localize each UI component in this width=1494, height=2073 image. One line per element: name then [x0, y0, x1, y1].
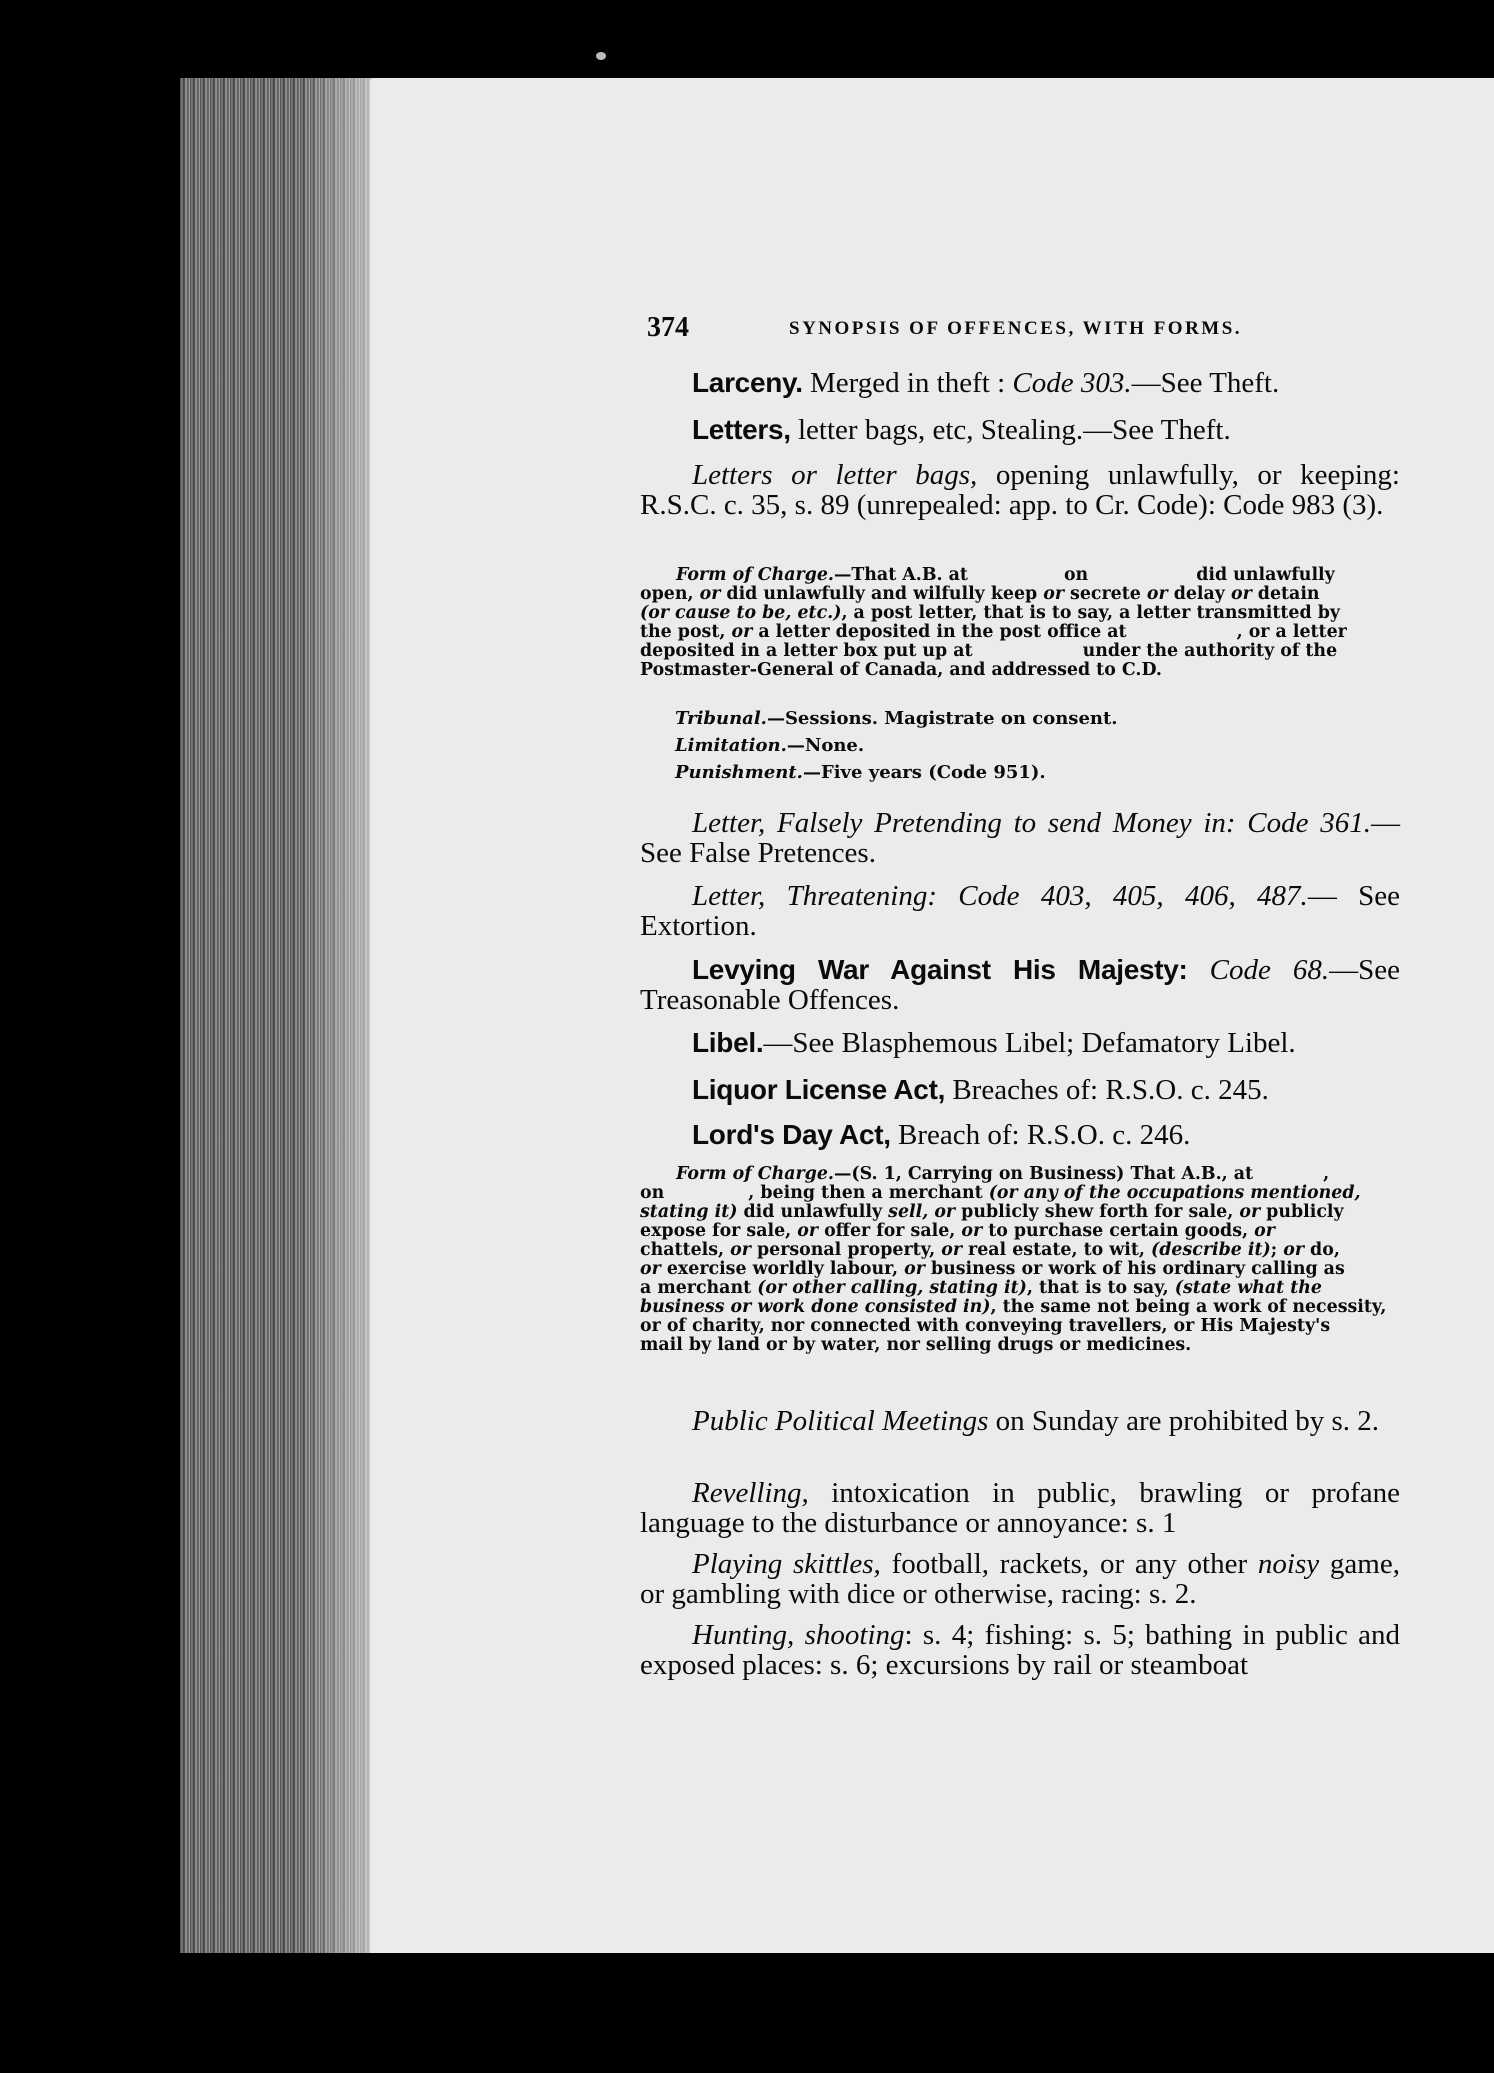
entry-letters-opening: Letters or letter bags, opening unlawfully, or keeping: R.S.C. c. 35, s. 89 (unrepealed: app. to Cr. Code): Code 983 (3). [640, 459, 1400, 521]
entry-playing: Playing skittles, football, rackets, or any other noisy game, or gambling with dice or otherwise, racing: s. 2. [640, 1548, 1400, 1610]
running-title: SYNOPSIS OF OFFENCES, WITH FORMS. [789, 318, 1243, 339]
dust-speck [596, 52, 606, 60]
running-head [647, 312, 1407, 344]
entry-hunting: Hunting, shooting: s. 4; fishing: s. 5; bathing in public and exposed places: s. 6; excursions by rail or steamboat [640, 1619, 1400, 1681]
tribunal-line: Tribunal.—Sessions. Magistrate on consent. [675, 708, 1118, 729]
limitation-line: Limitation.—None. [675, 735, 865, 756]
entry-levying-war: Levying War Against His Majesty: Code 68.—See Treasonable Offences. [640, 954, 1400, 1016]
form-of-charge-lords-day: Form of Charge.—(S. 1, Carrying on Business) That A.B., at , on , being then a merchant (or any of the occupations mentioned, stating it) did unlawfully sell, or publicly shew forth for sale, or publicly expose for sale, or offer for sale, or to purchase certain goods, or chattels, or personal property, or real estate, to wit, (describe it); or do, or exercise worldly labour, or business or work of his ordinary calling as a merchant (or other calling, stating it), that is to say, (state what the business or work done consisted in), the same not being a work of necessity, or of charity, nor connected with conveying travellers, or His Majesty's mail by land or by water, nor selling drugs or medicines. [640, 1164, 1387, 1355]
entry-revelling: Revelling, intoxication in public, brawling or profane language to the disturbance or annoyance: s. 1 [640, 1477, 1400, 1539]
entry-lords-day: Lord's Day Act, Breach of: R.S.O. c. 246. [692, 1119, 1191, 1151]
page-number: 374 [647, 312, 689, 343]
punishment-line: Punishment.—Five years (Code 951). [675, 762, 1046, 783]
entry-letters: Letters, letter bags, etc, Stealing.—See Theft. [692, 414, 1231, 446]
entry-public-meetings: Public Political Meetings on Sunday are prohibited by s. 2. [692, 1405, 1380, 1437]
entry-liquor-license: Liquor License Act, Breaches of: R.S.O. c. 245. [692, 1074, 1269, 1106]
entry-letter-false-pretending: Letter, Falsely Pretending to send Money in: Code 361.— See False Pretences. [640, 807, 1400, 869]
form-of-charge-letters: Form of Charge.—That A.B. at on did unlawfully open, or did unlawfully and wilfully keep or secrete or delay or detain (or cause to be, etc.), a post letter, that is to say, a letter transmitted by the post, or a letter deposited in the post office at , or a letter deposited in a letter box put up at under the authority of the Postmaster-General of Canada, and addressed to C.D. [640, 565, 1347, 680]
entry-letter-threatening: Letter, Threatening: Code 403, 405, 406, 487.— See Extortion. [640, 880, 1401, 942]
entry-larceny: Larceny. Merged in theft : Code 303.—See Theft. [692, 367, 1280, 399]
entry-libel: Libel.—See Blasphemous Libel; Defamatory Libel. [692, 1027, 1296, 1059]
